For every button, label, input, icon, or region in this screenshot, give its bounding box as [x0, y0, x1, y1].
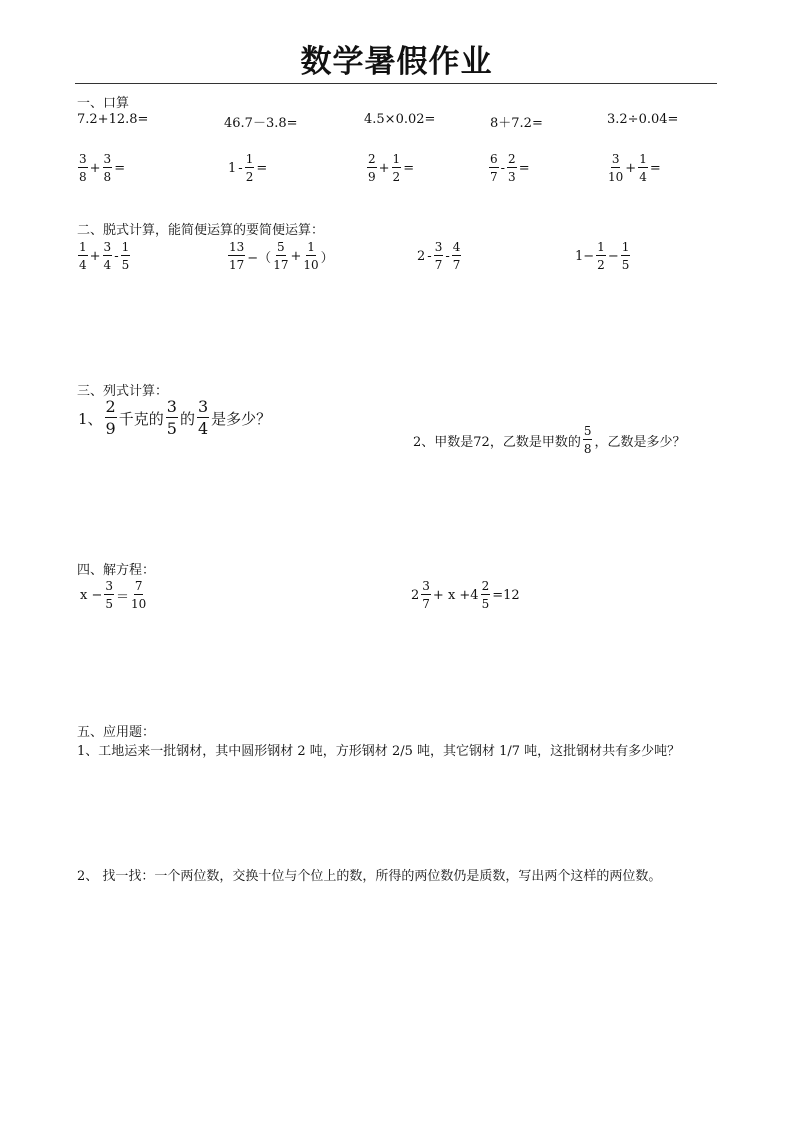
- fraction-numerator: 3: [79, 152, 87, 166]
- fraction-numerator: 3: [103, 240, 112, 254]
- mental-calc-item: 7.2+12.8=: [77, 112, 149, 127]
- math-text: +: [625, 160, 637, 176]
- fraction-numerator: 1: [121, 240, 130, 254]
- section-4-header: 四、解方程：: [77, 563, 156, 578]
- mental-calc-item: 46.7－3.8=: [224, 116, 298, 131]
- fraction-numerator: 2: [105, 397, 116, 416]
- fraction-denominator: 3: [508, 170, 516, 184]
- fraction-calc-item: [77, 153, 126, 183]
- math-text: 1−: [575, 248, 595, 264]
- fraction-numerator: 1: [639, 152, 647, 166]
- fraction-numerator: 2: [508, 152, 516, 166]
- fraction-calc-item: [366, 153, 415, 183]
- fraction-denominator: 10: [303, 258, 319, 272]
- math-text: 的: [179, 409, 195, 428]
- math-text: =: [649, 160, 661, 176]
- math-text: 千克的: [118, 409, 164, 428]
- fraction: [166, 399, 178, 437]
- fraction: [434, 241, 444, 271]
- fraction-calc-item: [488, 153, 531, 183]
- fraction-numerator: 3: [611, 152, 620, 166]
- fraction: [421, 580, 431, 610]
- fraction: [273, 241, 288, 271]
- fraction-denominator: 2: [245, 170, 254, 184]
- fraction-numerator: 3: [422, 579, 430, 593]
- math-text: +: [290, 248, 302, 264]
- fraction-numerator: 13: [229, 240, 245, 254]
- fraction-denominator: 5: [166, 419, 177, 438]
- math-text: 1: [228, 160, 237, 176]
- fraction-numerator: 5: [583, 424, 592, 438]
- fraction-numerator: 3: [434, 240, 443, 254]
- fraction-denominator: 10: [131, 597, 147, 611]
- step-calc-item: [227, 241, 335, 271]
- fraction-numerator: 2: [481, 579, 490, 593]
- fraction-numerator: 1: [307, 240, 315, 254]
- fraction-numerator: 5: [277, 240, 285, 254]
- fraction: [638, 153, 648, 183]
- fraction: [489, 153, 499, 183]
- fraction-numerator: 3: [105, 579, 113, 593]
- math-text: -: [238, 160, 243, 176]
- page-title: 数学暑假作业: [300, 44, 493, 80]
- math-text: ＝: [116, 589, 130, 605]
- fraction-numerator: 7: [134, 579, 143, 593]
- fraction-denominator: 7: [490, 170, 498, 184]
- math-text: -: [500, 160, 506, 176]
- math-text: =: [256, 160, 268, 176]
- fraction-numerator: 3: [197, 397, 209, 416]
- fraction-denominator: 4: [639, 170, 647, 184]
- fraction: [197, 399, 209, 437]
- fraction: [367, 153, 377, 183]
- fraction-calc-item: [227, 153, 268, 183]
- step-calc-item: [77, 241, 131, 271]
- section-1-header: 一、口算: [77, 96, 130, 111]
- fraction-denominator: 8: [79, 170, 87, 184]
- fraction-denominator: 5: [621, 258, 630, 272]
- fraction-denominator: 17: [273, 258, 289, 272]
- section-5-header: 五、应用题：: [77, 725, 156, 740]
- math-text: =: [518, 160, 530, 176]
- fraction-denominator: 4: [197, 419, 209, 438]
- fraction-numerator: 1: [621, 240, 630, 254]
- math-text: -: [114, 248, 119, 264]
- math-text: x −: [80, 587, 103, 603]
- step-calc-item: [416, 241, 462, 271]
- section-3-header: 三、列式计算：: [77, 384, 169, 399]
- fraction: [131, 580, 146, 610]
- fraction-numerator: 6: [490, 152, 498, 166]
- fraction-numerator: 3: [103, 152, 112, 166]
- fraction: [596, 241, 606, 271]
- math-text: −: [607, 248, 619, 264]
- fraction-denominator: 4: [103, 258, 112, 272]
- math-text: ，乙数是多少？: [594, 434, 686, 450]
- math-text: 是多少？: [211, 409, 272, 428]
- math-text: ）: [320, 250, 334, 266]
- math-text: 1、: [78, 409, 103, 428]
- mental-calc-item: 3.2÷0.04=: [607, 112, 679, 127]
- fraction: [608, 153, 623, 183]
- fraction-denominator: 17: [229, 258, 245, 272]
- fraction: [121, 241, 131, 271]
- fraction: [103, 241, 113, 271]
- mental-calc-item: 8＋7.2=: [490, 116, 543, 131]
- fraction: [392, 153, 402, 183]
- math-text: + x +4: [432, 587, 479, 603]
- fraction-denominator: 8: [583, 442, 592, 456]
- word-calc-question-2: [412, 425, 686, 455]
- math-text: +: [89, 248, 101, 264]
- fraction-denominator: 10: [608, 170, 624, 184]
- fraction: [303, 241, 318, 271]
- fraction-denominator: 2: [597, 258, 605, 272]
- fraction-numerator: 1: [245, 152, 254, 166]
- fraction-denominator: 5: [481, 597, 490, 611]
- fraction-numerator: 4: [452, 240, 461, 254]
- fraction-calc-item: [607, 153, 662, 183]
- fraction: [104, 580, 114, 610]
- fraction-denominator: 7: [434, 258, 443, 272]
- mental-calc-item: 4.5×0.02=: [364, 112, 436, 127]
- fraction: [78, 241, 88, 271]
- math-text: =12: [492, 587, 520, 603]
- fraction: [103, 153, 113, 183]
- fraction-denominator: 8: [103, 170, 112, 184]
- fraction-numerator: 2: [368, 152, 376, 166]
- fraction: [78, 153, 88, 183]
- word-problem-1: 1、工地运来一批钢材，其中圆形钢材 2 吨，方形钢材 2/5 吨，其它钢材 1/7 吨，这批钢材共有多少吨？: [77, 744, 681, 759]
- math-text: =: [403, 160, 415, 176]
- fraction-denominator: 5: [105, 597, 113, 611]
- math-text: +: [89, 160, 101, 176]
- fraction: [621, 241, 631, 271]
- fraction-denominator: 7: [422, 597, 430, 611]
- math-text: +: [378, 160, 390, 176]
- equation-2: [410, 580, 521, 610]
- fraction: [245, 153, 255, 183]
- fraction: [583, 425, 593, 455]
- fraction-numerator: 1: [392, 152, 401, 166]
- math-text: -: [445, 248, 450, 264]
- math-text: 2、甲数是72，乙数是甲数的: [413, 434, 581, 450]
- fraction: [228, 241, 245, 271]
- fraction: [481, 580, 491, 610]
- word-problem-2: 2、 找一找：一个两位数，交换十位与个位上的数，所得的两位数仍是质数，写出两个这样的两位数。: [77, 869, 662, 884]
- fraction: [452, 241, 462, 271]
- math-text: -: [427, 248, 432, 264]
- step-calc-item: [574, 241, 631, 271]
- fraction: [507, 153, 517, 183]
- fraction-denominator: 7: [452, 258, 461, 272]
- title-divider: [75, 83, 717, 84]
- fraction-denominator: 4: [79, 258, 87, 272]
- math-text: −（: [247, 250, 272, 266]
- equation-1: [79, 580, 147, 610]
- fraction-denominator: 9: [105, 419, 116, 438]
- fraction-denominator: 2: [392, 170, 401, 184]
- math-text: 2: [417, 248, 426, 264]
- fraction-numerator: 1: [597, 240, 605, 254]
- math-text: 2: [411, 587, 420, 603]
- fraction-numerator: 1: [79, 240, 87, 254]
- word-calc-question-1: [77, 399, 272, 437]
- fraction-denominator: 5: [121, 258, 130, 272]
- fraction-denominator: 9: [368, 170, 376, 184]
- math-text: =: [114, 160, 126, 176]
- fraction-numerator: 3: [166, 397, 177, 416]
- fraction: [105, 399, 117, 437]
- section-2-header: 二、脱式计算，能简便运算的要简便运算：: [77, 223, 325, 238]
